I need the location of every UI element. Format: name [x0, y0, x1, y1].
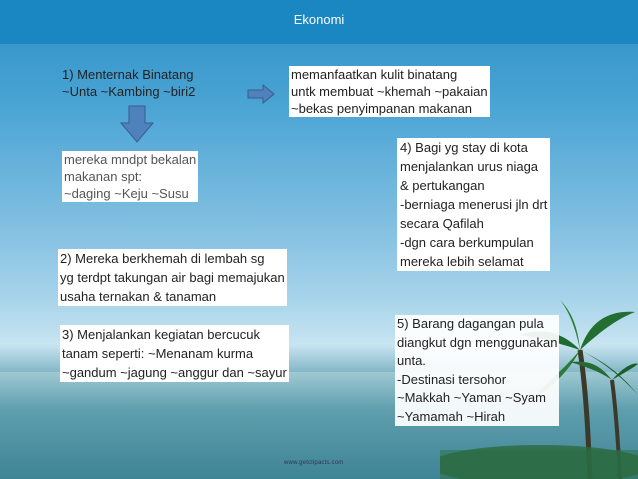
text-line: memanfaatkan kulit binatang [291, 67, 458, 82]
text-line: ~bekas penyimpanan makanan [291, 101, 473, 116]
text-line: ~Yamamah ~Hirah [397, 408, 506, 424]
text-line: secara Qafilah [400, 216, 484, 231]
text-block-3 [60, 325, 289, 382]
text-block-usage [289, 66, 490, 117]
text-line: tanam seperti: ~Menanam kurma [62, 346, 254, 361]
text-line: 2) Mereka berkhemah di lembah sg [60, 251, 265, 266]
text-block-4 [397, 138, 550, 271]
text-line: ~Unta ~Kambing ~biri2 [62, 84, 196, 99]
text-line: unta. [397, 353, 426, 368]
text-block-5 [395, 315, 559, 426]
slide-title: Ekonomi [293, 12, 345, 27]
text-block-1 [62, 66, 195, 100]
text-line: mereka mndpt bekalan [64, 152, 197, 167]
text-line: 3) Menjalankan kegiatan bercucuk [62, 327, 261, 342]
text-line: 4) Bagi yg stay di kota [400, 140, 528, 155]
text-line: ~Makkah ~Yaman ~Syam [397, 390, 546, 405]
text-block-2 [58, 249, 287, 306]
text-line: 5) Barang dagangan pula [397, 316, 544, 331]
text-line: menjalankan urus niaga [400, 159, 539, 174]
text-line: usaha ternakan & tanaman [60, 289, 217, 304]
text-line: -dgn cara berkumpulan [400, 235, 534, 250]
text-line: untk membuat ~khemah ~pakaian [291, 84, 488, 99]
text-line: & pertukangan [400, 178, 485, 193]
text-line: -berniaga menerusi jln drt [400, 197, 548, 212]
text-line: makanan spt: [64, 169, 143, 184]
text-line: ~daging ~Keju ~Susu [64, 186, 189, 201]
arrow-right-icon [247, 84, 275, 104]
watermark: www.getclipacts.com [284, 460, 344, 466]
text-block-food [62, 151, 198, 202]
text-line: diangkut dgn menggunakan [397, 334, 558, 350]
text-line: 1) Menternak Binatang [62, 67, 194, 82]
text-line: mereka lebih selamat [400, 254, 524, 269]
text-line: yg terdpt takungan air bagi memajukan [60, 270, 285, 285]
text-line: ~gandum ~jagung ~anggur dan ~sayur [62, 365, 287, 380]
arrow-down-icon [120, 105, 154, 143]
text-line: -Destinasi tersohor [397, 371, 507, 387]
